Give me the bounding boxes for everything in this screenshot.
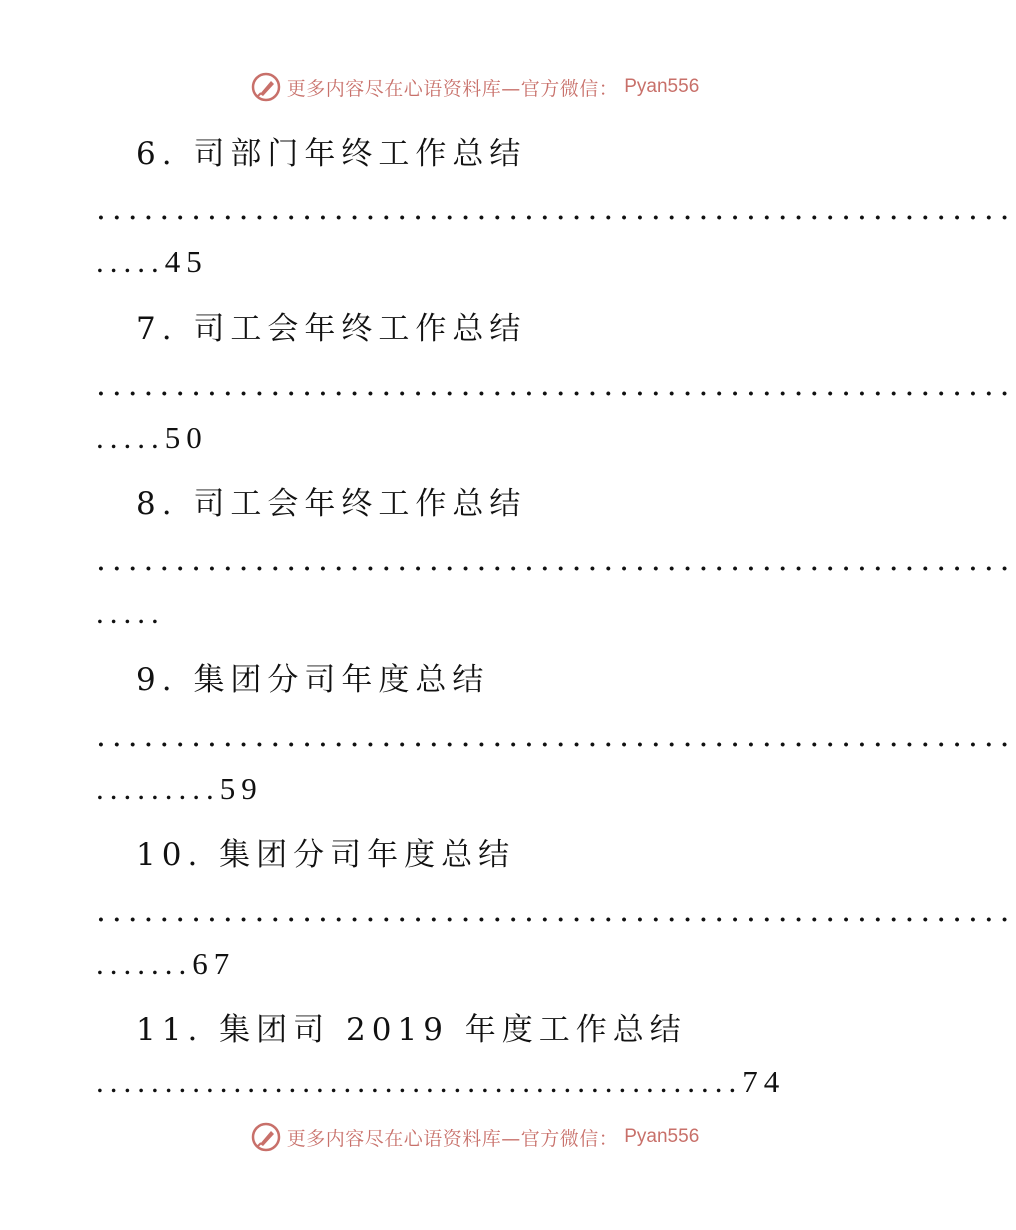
toc-entry-number: 10. bbox=[136, 837, 204, 873]
toc-page-number: 59 bbox=[219, 771, 263, 806]
quill-logo-icon bbox=[251, 1122, 281, 1152]
toc-entry-9[interactable] bbox=[136, 654, 489, 699]
toc-entry-number: 8. bbox=[136, 486, 178, 522]
toc-entry-10[interactable] bbox=[136, 829, 515, 874]
toc-page-number: 45 bbox=[164, 244, 208, 279]
toc-entry-page-line bbox=[96, 773, 263, 804]
toc-leader-tail: ......... bbox=[96, 771, 220, 806]
toc-entry-11[interactable] bbox=[136, 1004, 687, 1049]
toc-entry-page-line bbox=[96, 246, 208, 277]
toc-entry-page-line bbox=[96, 422, 208, 453]
toc-leader-dots: .......................................................... bbox=[96, 191, 1016, 227]
toc-entry-title: 司部门年终工作总结 bbox=[193, 136, 527, 172]
toc-entry-number: 11. bbox=[136, 1012, 204, 1048]
toc-leader-dots: ............................................... bbox=[96, 1064, 743, 1099]
toc-entry-number: 6. bbox=[136, 136, 178, 172]
toc-leader-dots: .......................................................... bbox=[96, 718, 1016, 754]
toc-entry-title: 集团司 2019 年度工作总结 bbox=[219, 1012, 687, 1048]
toc-entry-page-line bbox=[96, 1066, 796, 1097]
toc-entry-number: 7. bbox=[136, 311, 178, 347]
toc-leader-tail: ....... bbox=[96, 946, 193, 981]
toc-entry-7[interactable] bbox=[136, 303, 526, 348]
toc-leader-tail: ..... bbox=[96, 595, 165, 630]
toc-entry-8[interactable] bbox=[136, 478, 526, 523]
toc-page-number: 50 bbox=[164, 420, 208, 455]
toc-entry-6[interactable] bbox=[136, 128, 526, 173]
header-text: 更多内容尽在心语资料库—官方微信： bbox=[286, 77, 619, 100]
toc-entry-title: 司工会年终工作总结 bbox=[193, 486, 527, 522]
toc-entry-title: 集团分司年度总结 bbox=[193, 662, 490, 698]
toc-leader-dots: .......................................................... bbox=[96, 893, 1016, 929]
header-wechat-id: Pyan556 bbox=[624, 76, 700, 97]
toc-entry-title: 司工会年终工作总结 bbox=[193, 311, 527, 347]
toc-entry-page-line bbox=[96, 597, 165, 628]
toc-leader-dots: .......................................................... bbox=[96, 367, 1016, 403]
toc-entry-title: 集团分司年度总结 bbox=[219, 837, 516, 873]
toc-page-number: 74 bbox=[742, 1064, 786, 1099]
footer-banner bbox=[0, 1122, 950, 1152]
footer-text: 更多内容尽在心语资料库—官方微信： bbox=[286, 1127, 619, 1150]
toc-entry-number: 9. bbox=[136, 662, 178, 698]
footer-wechat-id: Pyan556 bbox=[624, 1126, 700, 1147]
toc-leader-tail: ..... bbox=[96, 244, 165, 279]
toc-entry-page-line bbox=[96, 948, 235, 979]
toc-leader-dots: .......................................................... bbox=[96, 542, 1016, 578]
toc-leader-tail: ..... bbox=[96, 420, 165, 455]
toc-page-number: 67 bbox=[192, 946, 236, 981]
